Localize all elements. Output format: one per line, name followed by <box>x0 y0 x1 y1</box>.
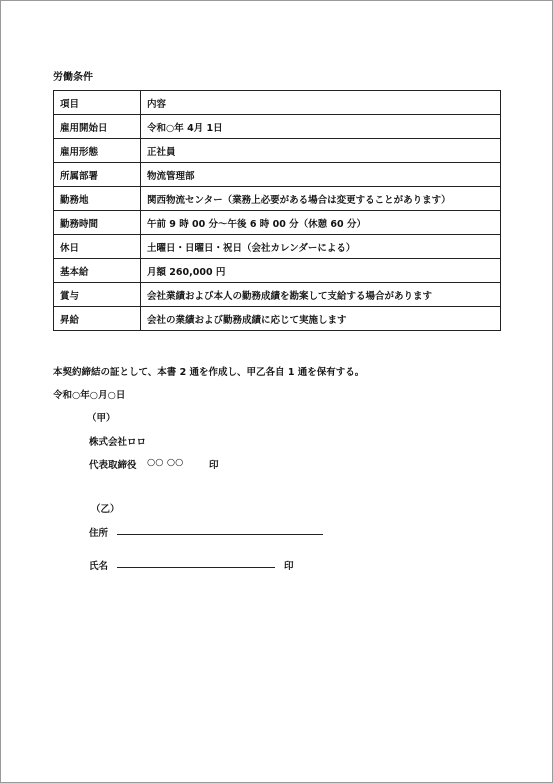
closing-date: 令和○年○月○日 <box>53 390 126 401</box>
row-value-holidays: 土曜日・日曜日・祝日（会社カレンダーによる） <box>141 235 501 259</box>
name-blank-line <box>117 567 275 568</box>
table-row <box>54 187 501 211</box>
row-label-holidays: 休日 <box>54 235 141 259</box>
table-row <box>54 283 501 307</box>
row-value-employment-type: 正社員 <box>141 139 501 163</box>
party-a-company: 株式会社ロロ <box>89 437 147 448</box>
row-label-department: 所属部署 <box>54 163 141 187</box>
row-value-workplace: 関西物流センター（業務上必要がある場合は変更することがあります） <box>141 187 501 211</box>
party-b-seal: 印 <box>284 561 294 572</box>
party-a-rep-title: 代表取締役 <box>89 460 137 471</box>
table-row <box>54 259 501 283</box>
row-label-workplace: 勤務地 <box>54 187 141 211</box>
party-a-seal: 印 <box>209 460 219 471</box>
table-row <box>54 235 501 259</box>
party-b-name-label: 氏名 <box>89 561 109 572</box>
row-label-base-salary: 基本給 <box>54 259 141 283</box>
row-value-department: 物流管理部 <box>141 163 501 187</box>
row-value-start-date: 令和○年 4月 1日 <box>141 115 501 139</box>
row-label-working-hours: 勤務時間 <box>54 211 141 235</box>
row-value-base-salary: 月額 260,000 円 <box>141 259 501 283</box>
party-b-address-label: 住所 <box>89 528 109 539</box>
section-title: 労働条件 <box>53 72 93 83</box>
party-b-heading: （乙） <box>91 504 120 515</box>
row-value-raise: 会社の業績および勤務成績に応じて実施します <box>141 307 501 331</box>
table-row <box>54 163 501 187</box>
header-label-cell: 項目 <box>54 91 141 115</box>
row-label-employment-type: 雇用形態 <box>54 139 141 163</box>
party-a-heading: （甲） <box>87 413 116 424</box>
row-label-bonus: 賞与 <box>54 283 141 307</box>
table-row <box>54 139 501 163</box>
row-label-start-date: 雇用開始日 <box>54 115 141 139</box>
table-row <box>54 211 501 235</box>
row-value-working-hours: 午前 9 時 00 分～午後 6 時 00 分（休憩 60 分） <box>141 211 501 235</box>
table-header-row <box>54 91 501 115</box>
header-value-cell: 内容 <box>141 91 501 115</box>
table-row <box>54 307 501 331</box>
row-value-bonus: 会社業績および本人の勤務成績を勘案して支給する場合があります <box>141 283 501 307</box>
conditions-table <box>53 90 501 331</box>
address-blank-line <box>117 534 323 535</box>
closing-statement: 本契約締結の証として、本書 2 通を作成し、甲乙各自 1 通を保有する。 <box>53 367 365 378</box>
row-label-raise: 昇給 <box>54 307 141 331</box>
table-row <box>54 115 501 139</box>
party-a-rep-name: ○○ ○○ <box>147 457 184 468</box>
